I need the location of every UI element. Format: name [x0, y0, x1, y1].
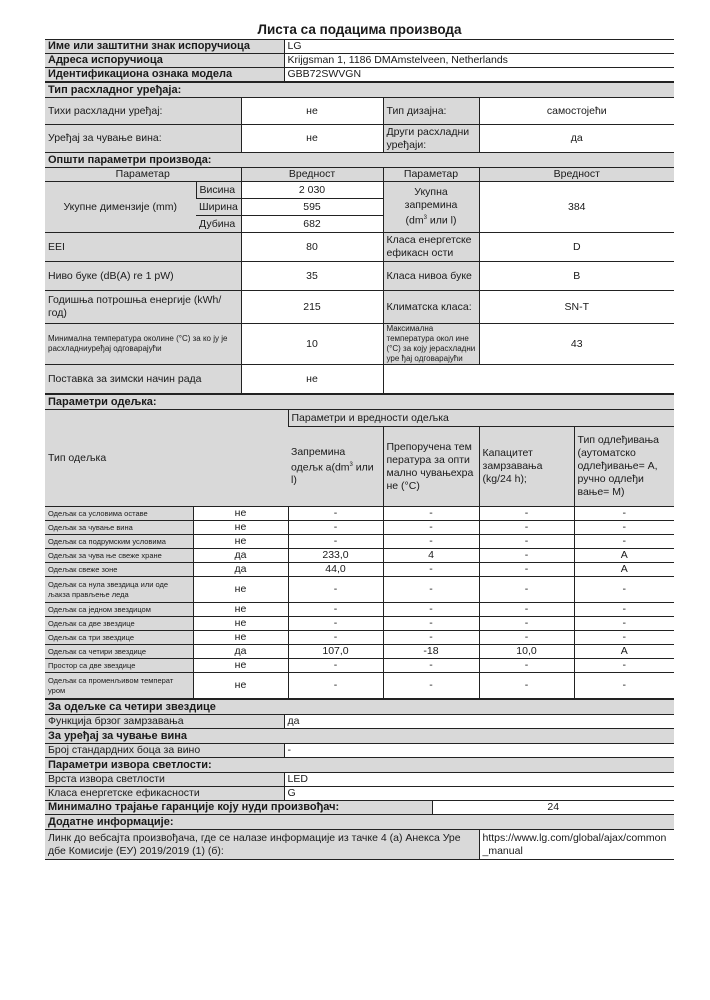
height-value: 2 030: [241, 182, 383, 199]
compartment-present: да: [193, 549, 288, 563]
compartment-defrost-type: A: [574, 563, 674, 577]
value-header: Вредност: [241, 168, 383, 182]
model-id-value: GBB72SWVGN: [284, 68, 674, 82]
compartment-defrost-type: -: [574, 659, 674, 673]
compartment-present: не: [193, 535, 288, 549]
design-type-label: Тип дизајна:: [383, 98, 479, 125]
other-appliance-label: Други расхладни уређаји:: [383, 125, 479, 153]
compartment-temp: -: [383, 563, 479, 577]
light-class-value: G: [284, 787, 674, 801]
supplier-table: [45, 39, 674, 82]
max-temp-label: Максимална температура окол ине (°C) за коју јерасхладни уре ђај одговарајући: [383, 324, 479, 365]
compartment-defrost-type: -: [574, 673, 674, 699]
compartment-row: [45, 673, 674, 699]
noise-class-label: Класа нивоа буке: [383, 262, 479, 291]
total-volume-label: Укупна запремина ($dm^3$ или l): [383, 182, 479, 233]
supplier-address-label: Адреса испоручиоца: [45, 54, 284, 68]
compartment-present: да: [193, 563, 288, 577]
height-label: Висина: [196, 182, 241, 199]
compartment-temp: -: [383, 507, 479, 521]
quiet-appliance-label: Тихи расхладни уређај:: [45, 98, 241, 125]
warranty-value: 24: [432, 801, 674, 815]
fast-freeze-label: Функција брзог замрзавања: [45, 715, 284, 729]
compartment-volume: -: [288, 673, 383, 699]
fast-freeze-value: да: [284, 715, 674, 729]
blank-cell: [383, 365, 674, 394]
four-star-section: За одељке са четири звездице: [45, 700, 674, 715]
compartment-present: не: [193, 521, 288, 535]
width-value: 595: [241, 199, 383, 216]
compartment-volume: -: [288, 535, 383, 549]
compartment-present: не: [193, 617, 288, 631]
compartment-row: [45, 535, 674, 549]
min-temp-value: 10: [241, 324, 383, 365]
compartment-volume: 233,0: [288, 549, 383, 563]
general-table: [45, 82, 674, 394]
compartment-temp: -18: [383, 645, 479, 659]
value-header-2: Вредност: [479, 168, 674, 182]
compartment-temp: -: [383, 521, 479, 535]
total-volume-value: 384: [479, 182, 674, 233]
warranty-label: Минимално трајање гаранције коју нуди произвођач:: [45, 801, 432, 815]
light-source-section: Параметри извора светлости:: [45, 758, 674, 773]
climate-class-label: Климатска класа:: [383, 291, 479, 324]
supplier-address-value: Krijgsman 1, 1186 DMAmstelveen, Netherlands: [284, 54, 674, 68]
compartment-volume-header: Запремина одељк $а(dm^3$ или l): [288, 427, 383, 507]
compartment-defrost-type: -: [574, 617, 674, 631]
compartment-freeze-capacity: -: [479, 631, 574, 645]
compartment-temp-header: Препоручена тем пература за опти мално чувањехра не (°C): [383, 427, 479, 507]
compartment-name: Одељак са променљивом температ уром: [45, 673, 193, 699]
compartment-name: Простор са две звездице: [45, 659, 193, 673]
compartment-freeze-capacity: -: [479, 563, 574, 577]
eei-label: EEI: [45, 233, 241, 262]
compartment-freeze-capacity: -: [479, 549, 574, 563]
dimensions-label: Укупне димензије (mm): [45, 182, 196, 233]
annual-energy-value: 215: [241, 291, 383, 324]
compartment-volume: -: [288, 577, 383, 603]
param-header-2: Параметар: [383, 168, 479, 182]
other-appliance-value: да: [479, 125, 674, 153]
winter-setting-label: Поставка за зимски начин рада: [45, 365, 241, 394]
annual-energy-label: Годишња потрошња енергије (kWh/ год): [45, 291, 241, 324]
compartment-temp: -: [383, 617, 479, 631]
depth-label: Дубина: [196, 216, 241, 233]
compartment-params-header: Параметри и вредности одељка: [288, 410, 674, 427]
compartment-volume: -: [288, 603, 383, 617]
compartment-defrost-type: -: [574, 535, 674, 549]
compartment-present: не: [193, 577, 288, 603]
compartment-volume: -: [288, 507, 383, 521]
compartment-row: [45, 659, 674, 673]
compartment-present: не: [193, 659, 288, 673]
compartment-row: [45, 645, 674, 659]
product-data-sheet: [45, 22, 674, 860]
compartment-row: [45, 507, 674, 521]
compartment-temp: 4: [383, 549, 479, 563]
compartment-temp: -: [383, 535, 479, 549]
light-type-value: LED: [284, 773, 674, 787]
eei-value: 80: [241, 233, 383, 262]
climate-class-value: SN-T: [479, 291, 674, 324]
compartment-temp: -: [383, 631, 479, 645]
compartment-row: [45, 521, 674, 535]
light-type-label: Врста извора светлости: [45, 773, 284, 787]
compartment-name: Одељак са две звездице: [45, 617, 193, 631]
additional-info-section: Додатне информације:: [45, 815, 674, 830]
compartment-defrost-type: A: [574, 645, 674, 659]
wine-appliance-label: Уређај за чување вина:: [45, 125, 241, 153]
quiet-appliance-value: не: [241, 98, 383, 125]
page-title: Листа са подацима производа: [257, 22, 462, 37]
winter-setting-value: не: [241, 365, 383, 394]
manufacturer-link-value[interactable]: https://www.lg.com/global/ajax/common _manual: [479, 830, 674, 860]
compartment-volume: -: [288, 521, 383, 535]
compartment-freeze-capacity: -: [479, 577, 574, 603]
noise-label: Ниво буке (dB(A) re 1 pW): [45, 262, 241, 291]
compartment-present: не: [193, 673, 288, 699]
compartment-temp: -: [383, 603, 479, 617]
compartment-freeze-capacity: -: [479, 659, 574, 673]
compartment-name: Одељак са четири звездице: [45, 645, 193, 659]
compartment-name: Одељак са три звездице: [45, 631, 193, 645]
compartment-present: не: [193, 507, 288, 521]
compartment-defrost-header: Тип одлеђивања (аутоматско одлеђивање= A, ручно одлеђи вање= M): [574, 427, 674, 507]
compartment-name: Одељак са подрумским условима: [45, 535, 193, 549]
compartments-table: [45, 394, 674, 699]
compartment-row: [45, 549, 674, 563]
compartment-temp: -: [383, 659, 479, 673]
compartment-freeze-capacity: 10,0: [479, 645, 574, 659]
compartment-defrost-type: -: [574, 577, 674, 603]
width-label: Ширина: [196, 199, 241, 216]
supplier-name-value: LG: [284, 40, 674, 54]
supplier-name-label: Име или заштитни знак испоручиоца: [45, 40, 284, 54]
compartment-freeze-capacity: -: [479, 535, 574, 549]
max-temp-value: 43: [479, 324, 674, 365]
compartment-present: не: [193, 631, 288, 645]
model-id-label: Идентификациона ознака модела: [45, 68, 284, 82]
compartment-row: [45, 563, 674, 577]
compartments-section: Параметри одељка:: [45, 395, 674, 410]
compartment-freeze-capacity: -: [479, 603, 574, 617]
compartment-volume: -: [288, 659, 383, 673]
compartment-freeze-capacity: -: [479, 521, 574, 535]
noise-class-value: B: [479, 262, 674, 291]
compartment-defrost-type: -: [574, 631, 674, 645]
compartment-freeze-capacity: -: [479, 617, 574, 631]
param-header: Параметар: [45, 168, 241, 182]
compartment-temp: -: [383, 673, 479, 699]
compartment-row: [45, 617, 674, 631]
compartment-volume: -: [288, 631, 383, 645]
compartment-row: [45, 577, 674, 603]
compartment-temp: -: [383, 577, 479, 603]
compartment-freeze-header: Капацитет замрзавања (kg/24 h);: [479, 427, 574, 507]
compartment-defrost-type: -: [574, 507, 674, 521]
depth-value: 682: [241, 216, 383, 233]
compartment-row: [45, 603, 674, 617]
compartment-name: Одељак са условима оставе: [45, 507, 193, 521]
general-params-section: Општи параметри производа:: [45, 153, 674, 168]
compartment-name: Одељак за чува ње свеже хране: [45, 549, 193, 563]
min-temp-label: Минимална температура околине (°C) за ко ју је расхладниуређај одговарајући: [45, 324, 241, 365]
additional-table: [45, 699, 674, 860]
compartment-name: Одељак са нула звездица или оде љакза прављење леда: [45, 577, 193, 603]
noise-value: 35: [241, 262, 383, 291]
compartment-present: не: [193, 603, 288, 617]
compartment-freeze-capacity: -: [479, 673, 574, 699]
design-type-value: самостојећи: [479, 98, 674, 125]
compartment-volume: 44,0: [288, 563, 383, 577]
compartment-name: Одељак са једном звездицом: [45, 603, 193, 617]
compartment-type-header: Тип одељка: [45, 410, 288, 507]
compartment-name: Одељак за чување вина: [45, 521, 193, 535]
manufacturer-link-label: Линк до вебсајта произвођача, где се налазе информације из тачке 4 (а) Анекса Уре дбе Комисије (ЕУ) 2019/2019 (1) (б):: [45, 830, 479, 860]
energy-class-value: D: [479, 233, 674, 262]
wine-storage-section: За уређај за чување вина: [45, 729, 674, 744]
compartment-defrost-type: A: [574, 549, 674, 563]
compartment-present: да: [193, 645, 288, 659]
compartment-name: Одељак свеже зоне: [45, 563, 193, 577]
compartment-freeze-capacity: -: [479, 507, 574, 521]
wine-appliance-value: не: [241, 125, 383, 153]
appliance-type-section: Тип расхладног уређаја:: [45, 83, 674, 98]
energy-class-label: Класа енергетске ефикасн ости: [383, 233, 479, 262]
light-class-label: Класа енергетске ефикасности: [45, 787, 284, 801]
compartment-row: [45, 631, 674, 645]
wine-bottles-value: -: [284, 744, 674, 758]
compartment-defrost-type: -: [574, 521, 674, 535]
compartment-volume: -: [288, 617, 383, 631]
compartment-volume: 107,0: [288, 645, 383, 659]
wine-bottles-label: Број стандардних боца за вино: [45, 744, 284, 758]
compartment-defrost-type: -: [574, 603, 674, 617]
